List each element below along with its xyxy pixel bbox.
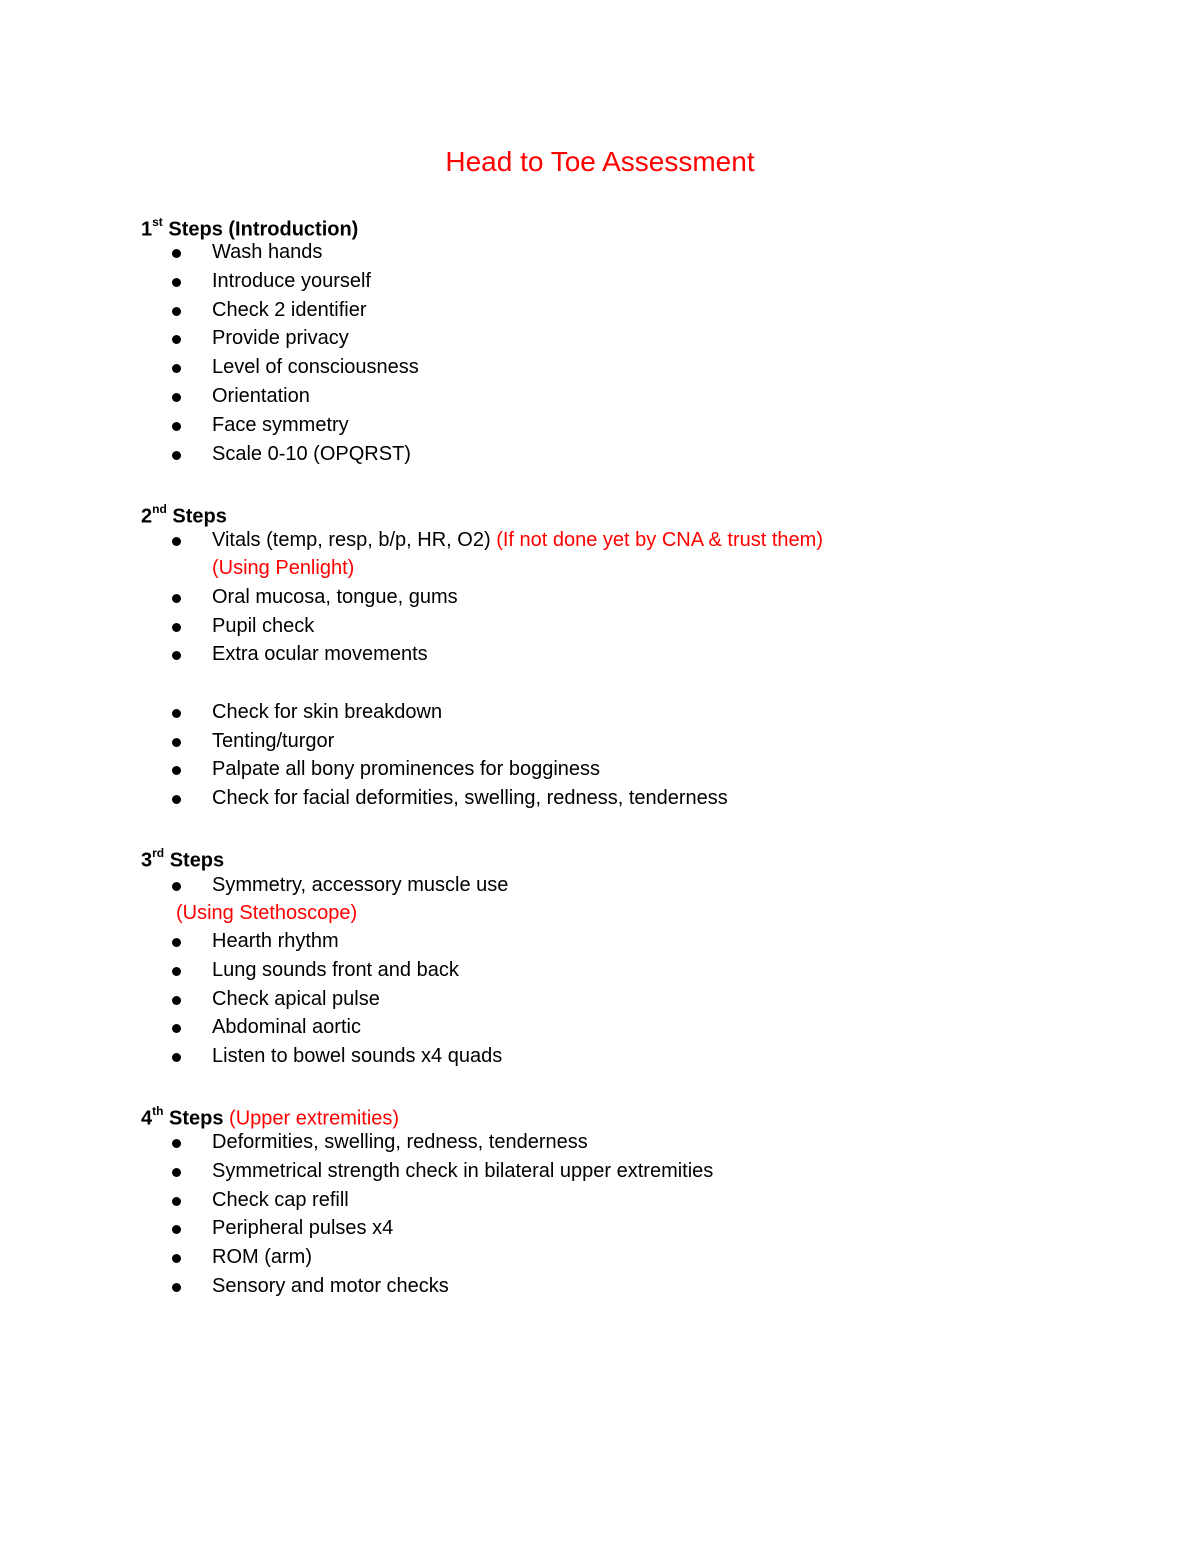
- list-item: Oral mucosa, tongue, gums: [212, 586, 458, 608]
- list-item: Lung sounds front and back: [212, 959, 459, 981]
- bullet-icon: [172, 1139, 181, 1148]
- bullet-icon: [172, 651, 181, 660]
- section-number: 2: [141, 505, 153, 528]
- bullet-icon: [172, 996, 181, 1005]
- list-item: Check for skin breakdown: [212, 701, 443, 723]
- list-item-vitals: [212, 526, 823, 554]
- section-label: Steps: [172, 505, 227, 528]
- bullet-icon: [172, 1024, 181, 1033]
- bullet-icon: [172, 1283, 181, 1292]
- list-item: Peripheral pulses x4: [212, 1217, 394, 1239]
- list-item: Orientation: [212, 385, 310, 407]
- list-item: Level of consciousness: [212, 356, 419, 378]
- section-3-heading: [141, 841, 224, 875]
- section-label: Steps: [169, 1107, 224, 1130]
- ordinal-suffix: nd: [152, 502, 167, 516]
- list-item: Hearth rhythm: [212, 930, 339, 952]
- bullet-icon: [172, 623, 181, 632]
- bullet-icon: [172, 393, 181, 402]
- bullet-icon: [172, 795, 181, 804]
- list-item: Extra ocular movements: [212, 643, 428, 665]
- list-item: Symmetrical strength check in bilateral upper extremities: [212, 1160, 714, 1182]
- bullet-icon: [172, 451, 181, 460]
- section-number: 3: [141, 849, 153, 872]
- ordinal-suffix: st: [152, 215, 163, 229]
- list-item: Tenting/turgor: [212, 730, 335, 752]
- list-item: Deformities, swelling, redness, tenderness: [212, 1131, 588, 1153]
- list-item: Check apical pulse: [212, 988, 380, 1010]
- list-item: Face symmetry: [212, 414, 349, 436]
- list-item: Scale 0-10 (OPQRST): [212, 443, 411, 465]
- list-item: Symmetry, accessory muscle use: [212, 874, 509, 896]
- document-title: Head to Toe Assessment: [445, 146, 755, 177]
- section-number: 1: [141, 218, 153, 241]
- bullet-icon: [172, 1168, 181, 1177]
- list-item: Introduce yourself: [212, 270, 371, 292]
- bullet-icon: [172, 307, 181, 316]
- list-item: Wash hands: [212, 241, 323, 263]
- list-item: Abdominal aortic: [212, 1016, 361, 1038]
- ordinal-suffix: rd: [152, 846, 165, 860]
- penlight-note: (Using Penlight): [212, 557, 355, 579]
- bullet-icon: [172, 882, 181, 891]
- list-item: Check 2 identifier: [212, 299, 367, 321]
- bullet-icon: [172, 738, 181, 747]
- list-item: Sensory and motor checks: [212, 1275, 449, 1297]
- section-note: (Upper extremities): [229, 1107, 400, 1130]
- vitals-text: Vitals (temp, resp, b/p, HR, O2): [212, 529, 491, 551]
- bullet-icon: [172, 766, 181, 775]
- bullet-icon: [172, 249, 181, 258]
- list-item: Listen to bowel sounds x4 quads: [212, 1045, 503, 1067]
- list-item: Check cap refill: [212, 1189, 349, 1211]
- bullet-icon: [172, 1197, 181, 1206]
- list-item: Palpate all bony prominences for bogginess: [212, 758, 601, 780]
- bullet-icon: [172, 364, 181, 373]
- bullet-icon: [172, 278, 181, 287]
- vitals-note: (If not done yet by CNA & trust them): [496, 529, 823, 551]
- bullet-icon: [172, 967, 181, 976]
- bullet-icon: [172, 422, 181, 431]
- bullet-icon: [172, 1254, 181, 1263]
- stethoscope-note: (Using Stethoscope): [176, 902, 358, 924]
- section-label: Steps (Introduction): [168, 218, 359, 241]
- list-item: Provide privacy: [212, 327, 349, 349]
- bullet-icon: [172, 335, 181, 344]
- list-item: Pupil check: [212, 615, 315, 637]
- bullet-icon: [172, 938, 181, 947]
- section-number: 4: [141, 1107, 153, 1130]
- section-label: Steps: [169, 849, 225, 872]
- bullet-icon: [172, 537, 181, 546]
- bullet-icon: [172, 1053, 181, 1062]
- bullet-icon: [172, 594, 181, 603]
- ordinal-suffix: th: [152, 1104, 164, 1118]
- bullet-icon: [172, 709, 181, 718]
- list-item: ROM (arm): [212, 1246, 312, 1268]
- list-item: Check for facial deformities, swelling, redness, tenderness: [212, 787, 728, 809]
- bullet-icon: [172, 1225, 181, 1234]
